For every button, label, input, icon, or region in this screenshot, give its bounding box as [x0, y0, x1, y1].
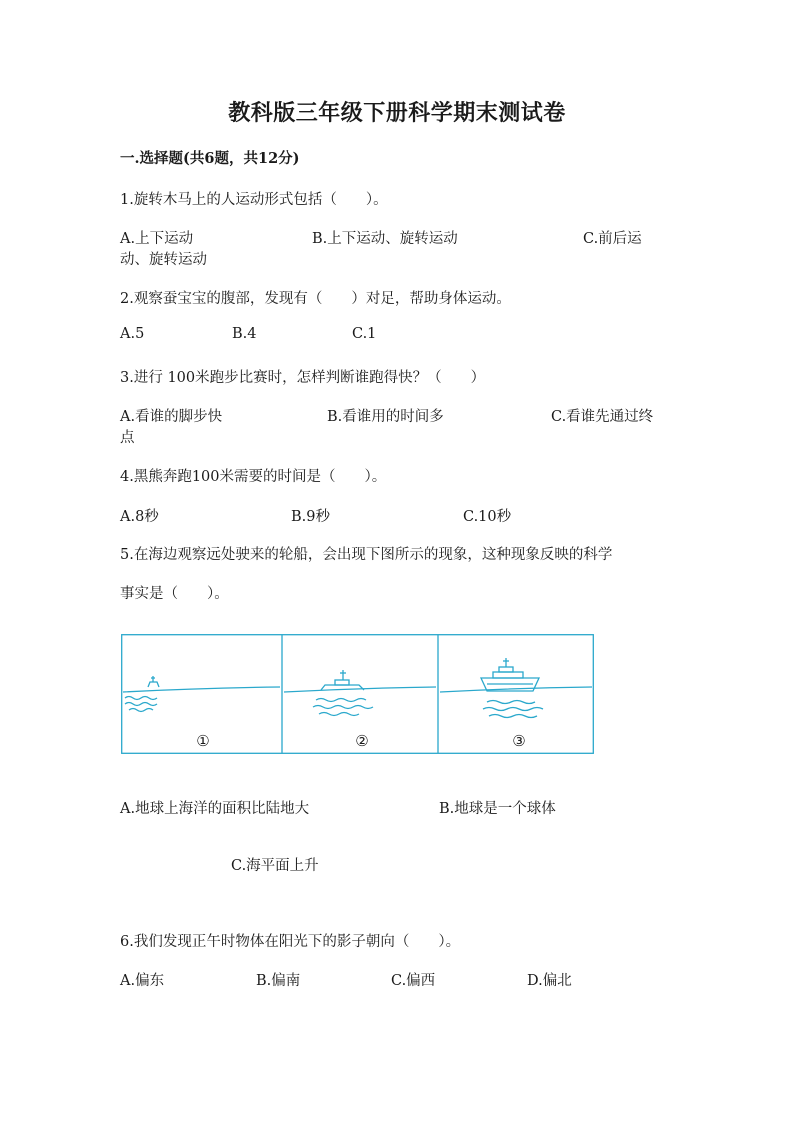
question-4-stem: 4.黑熊奔跑100米需要的时间是（ ）。 — [120, 469, 387, 485]
section-heading: 一.选择题(共6题，共12分) — [120, 150, 300, 167]
horizon-2 — [284, 687, 436, 692]
q5-option-a: A.地球上海洋的面积比陆地大 — [120, 801, 310, 817]
ship-3 — [481, 658, 539, 691]
q3-option-b: B.看谁用的时间多 — [327, 409, 444, 425]
q6-option-a: A.偏东 — [120, 973, 165, 989]
q2-option-a: A.5 — [120, 326, 145, 342]
q6-option-c: C.偏西 — [391, 973, 436, 989]
q4-option-a: A.8秒 — [120, 509, 159, 525]
question-2-stem: 2.观察蚕宝宝的腹部，发现有（ ）对足，帮助身体运动。 — [120, 291, 511, 307]
figure-label-1: ① — [196, 732, 210, 750]
question-1-stem: 1.旋转木马上的人运动形式包括（ ）。 — [120, 192, 388, 208]
q2-option-b: B.4 — [232, 326, 257, 342]
q1-option-c: C.前后运 — [583, 231, 642, 247]
question-5-stem-line2: 事实是（ ）。 — [120, 586, 229, 602]
q1-option-b: B.上下运动、旋转运动 — [312, 231, 458, 247]
q3-option-c-cont: 点 — [120, 430, 135, 446]
ship-1 — [148, 676, 159, 687]
question-6-stem: 6.我们发现正午时物体在阳光下的影子朝向（ ）。 — [120, 934, 461, 950]
q2-option-c: C.1 — [352, 326, 377, 342]
q3-option-c: C.看谁先通过终 — [551, 409, 654, 425]
q4-option-b: B.9秒 — [291, 509, 330, 525]
waves-1 — [125, 697, 157, 712]
horizon-1 — [123, 687, 280, 692]
figure-label-2: ② — [355, 732, 369, 750]
waves-3 — [483, 701, 543, 718]
question-5-stem-line1: 5.在海边观察远处驶来的轮船，会出现下图所示的现象，这种现象反映的科学 — [120, 547, 613, 563]
q5-option-b: B.地球是一个球体 — [439, 801, 556, 817]
q6-option-b: B.偏南 — [256, 973, 301, 989]
q4-option-c: C.10秒 — [463, 509, 512, 525]
q5-option-c: C.海平面上升 — [231, 858, 319, 874]
ship-horizon-figure — [121, 634, 594, 754]
q6-option-d: D.偏北 — [527, 973, 572, 989]
q3-option-a: A.看谁的脚步快 — [120, 409, 223, 425]
page-title: 教科版三年级下册科学期末测试卷 — [228, 100, 566, 126]
q1-option-c-cont: 动、旋转运动 — [120, 252, 207, 268]
ship-2 — [321, 670, 364, 690]
question-3-stem: 3.进行 100米跑步比赛时，怎样判断谁跑得快？（ ） — [120, 370, 486, 386]
figure-label-3: ③ — [512, 732, 526, 750]
waves-2 — [313, 699, 373, 716]
q1-option-a: A.上下运动 — [120, 231, 194, 247]
